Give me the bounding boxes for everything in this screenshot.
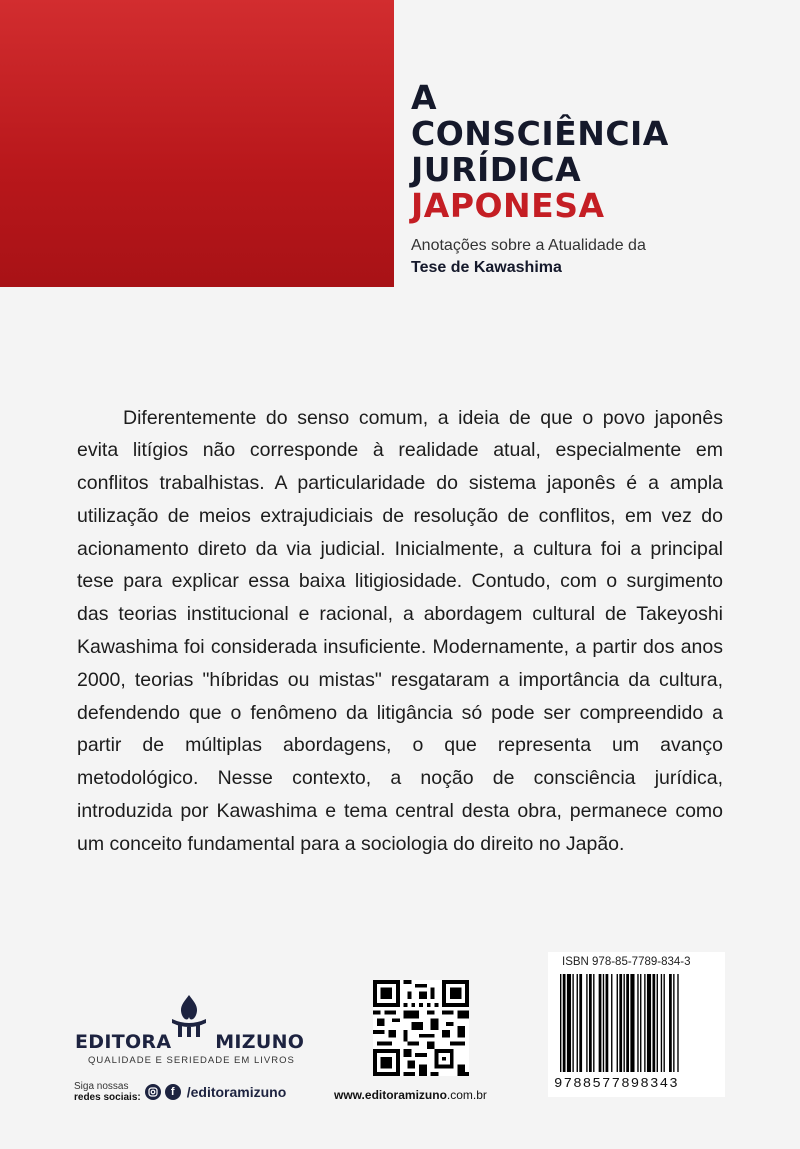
title-line-2: CONSCIÊNCIA [411,114,669,153]
title-line-1: A [411,78,438,117]
barcode-bar [640,974,641,1072]
social-handle[interactable]: /editoramizuno [186,1084,287,1100]
barcode-bar [669,974,672,1072]
barcode-bar [579,974,582,1072]
barcode-bar [644,974,645,1072]
barcode-bar [677,974,678,1072]
barcode-bar [586,974,587,1072]
title-line-3: JURÍDICA [411,150,582,189]
barcode-bar [647,974,651,1072]
barcode-bar [599,974,602,1072]
barcode-bar [606,974,609,1072]
publisher-logo [70,993,310,1066]
isbn-label: ISBN 978-85-7789-834-3 [562,956,691,968]
barcode-bar [652,974,655,1072]
barcode-bar [619,974,622,1072]
publisher-tagline: QUALIDADE E SERIEDADE EM LIVROS [88,1055,295,1066]
barcode-bar [611,974,612,1072]
subtitle-line-1: Anotações sobre a Atualidade da [411,237,646,254]
publisher-name: EDITORA MIZUNO [75,1031,305,1053]
book-title-block [411,80,791,278]
barcode-bar [626,974,629,1072]
barcode-bar [664,974,665,1072]
barcode-bar [603,974,604,1072]
title-line-4: JAPONESA [411,186,605,225]
barcode-bar [572,974,573,1072]
red-color-block [0,0,394,287]
isbn-barcode [548,952,725,1097]
barcode-bar [560,974,561,1072]
barcode-bar [673,974,674,1072]
barcode-bar [577,974,578,1072]
barcode-bar [637,974,638,1072]
barcode-bar [630,974,634,1072]
subtitle-line-2: Tese de Kawashima [411,259,562,276]
social-media-row [74,1080,286,1104]
barcode-bar [661,974,662,1072]
website-url[interactable]: www.editoramizuno.com.br [334,1088,487,1102]
synopsis-paragraph: Diferentemente do senso comum, a ideia de que o povo japonês evita litígios não corresponde à realidade atual, especialmente em conflitos trabalhistas. A particularidade do sistema japonês é a ampla utilização de meios extrajudiciais de resolução de conflitos, em vez do acionamento direto da via judicial. Inicialmente, a cultura foi a principal tese para explicar essa baixa litigiosidade. Contudo, com o surgimento das teorias institucional e racional, a abordagem cultural de Takeyoshi Kawashima foi considerada insuficiente. Modernamente, a partir dos anos 2000, teorias "híbridas ou mistas" resgataram a importância da cultura, defendendo que o fenômeno da litigância só pode ser compreendido a partir de múltiplas abordagens, o que representa um avanço metodológico. Nesse contexto, a noção de consciência jurídica, introduzida por Kawashima e tema central desta obra, permanece como um conceito fundamental para a sociologia do direito no Japão. [77,406,723,855]
barcode-bar [617,974,618,1072]
barcode-bar [567,974,571,1072]
instagram-icon[interactable] [145,1084,161,1100]
barcode-bar [623,974,624,1072]
barcode-bar [657,974,658,1072]
barcode-bar [593,974,594,1072]
facebook-icon[interactable]: f [165,1084,181,1100]
isbn-digits: 9788577898343 [554,1076,679,1092]
qr-code [373,980,469,1076]
barcode-bars [558,974,715,1074]
social-label: Siga nossas redes sociais: [74,1081,141,1103]
barcode-bar [589,974,592,1072]
barcode-bar [563,974,566,1072]
